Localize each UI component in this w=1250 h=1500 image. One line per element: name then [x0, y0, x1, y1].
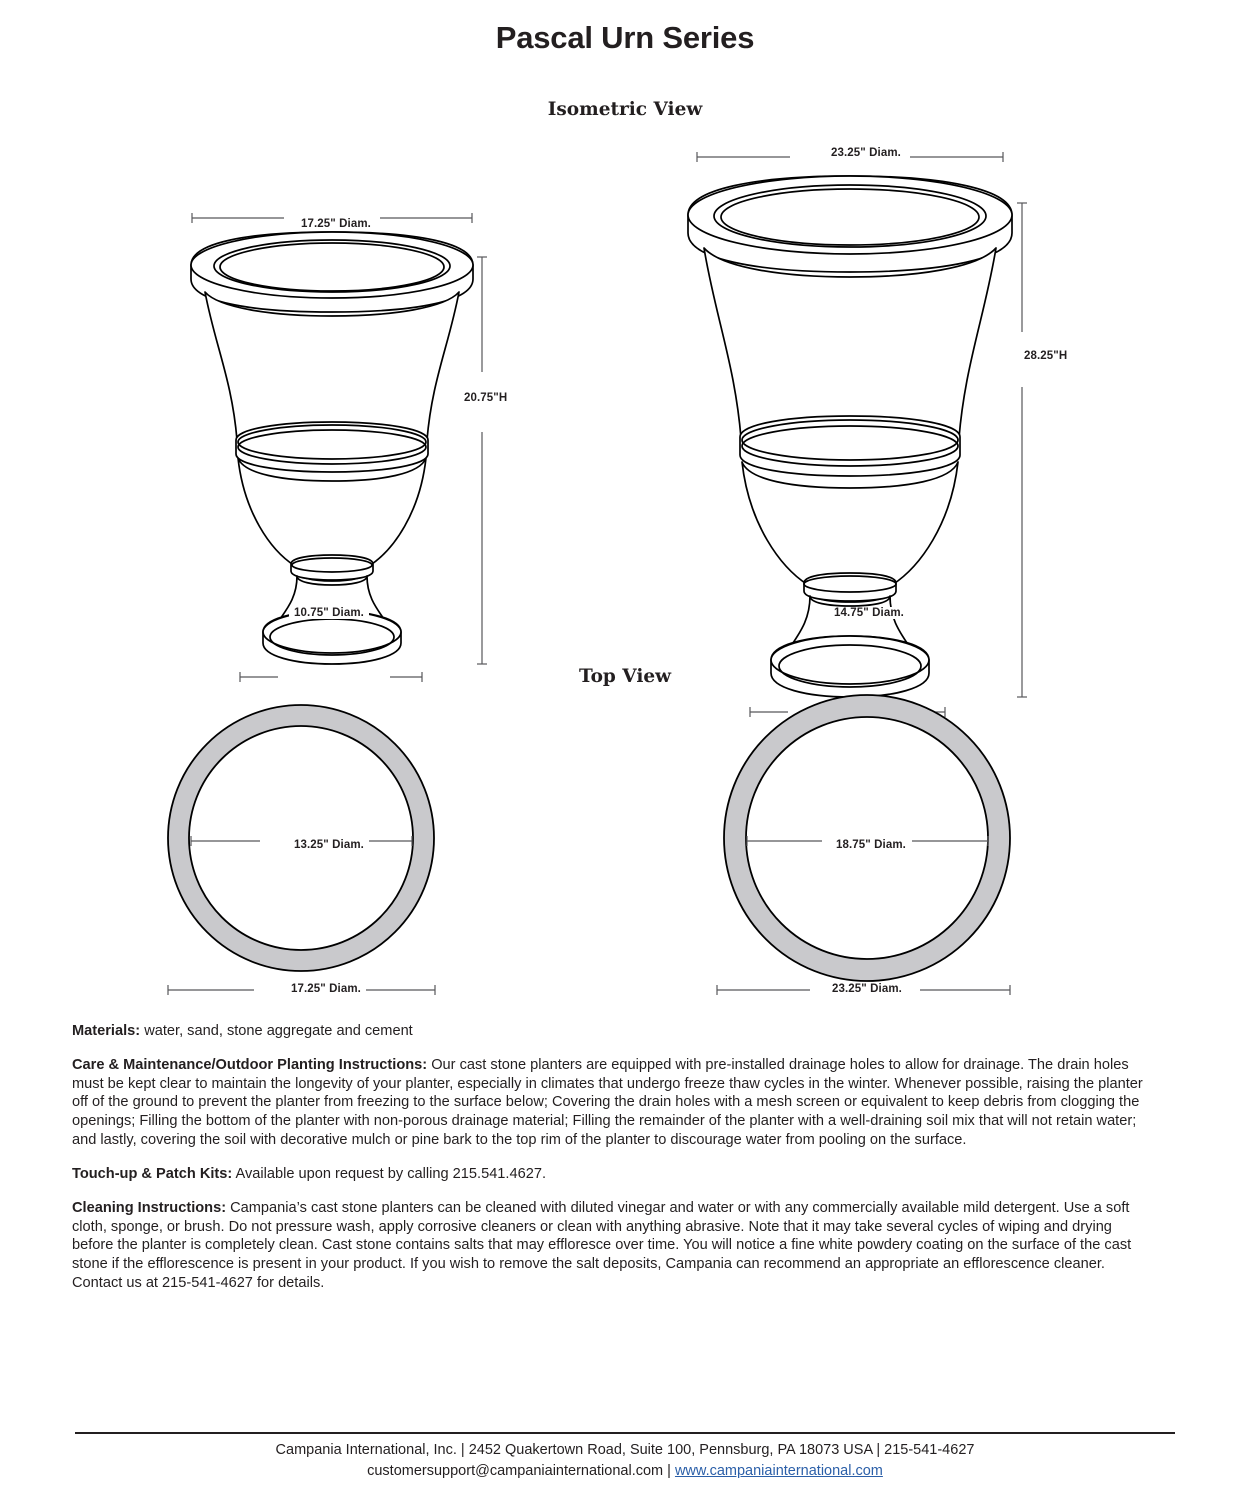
- isometric-drawing-small-urn: [160, 140, 520, 640]
- section-heading-isometric: Isometric View: [547, 99, 703, 120]
- materials-text: water, sand, stone aggregate and cement: [140, 1023, 413, 1039]
- cleaning-paragraph: [72, 1199, 1150, 1293]
- touchup-paragraph: [72, 1165, 1150, 1184]
- page-title: Pascal Urn Series: [495, 20, 755, 55]
- inner-circle-large: [746, 717, 988, 959]
- inner-circle-small: [189, 726, 413, 950]
- care-text: Our cast stone planters are equipped with pre-installed drainage holes to allow for drainage. The drain holes must be kept clear to maintain the longevity of your planter, especially in climates that undergo freeze thaw cycles in the winter. Whenever possible, raising the planter off of the ground to prevent the planter from freezing to the surface below; Covering the drain holes with a mesh screen or equivalent to keep debris from clogging the openings; Filling the bottom of the planter with non-porous drainage material; Filling the remainder of the planter with a well-draining soil mix that will not retain water; and lastly, covering the soil with decorative mulch or pine bark to the top rim of the planter to discourage water from pooling on the surface.: [72, 1056, 1143, 1149]
- touchup-text: Available upon request by calling 215.541.4627.: [232, 1165, 547, 1182]
- footer: [0, 1440, 1250, 1482]
- materials-label: Materials:: [72, 1023, 141, 1039]
- small-urn-top-svg: [160, 695, 490, 1015]
- large-urn-top-svg: [700, 695, 1050, 1015]
- isometric-drawing-large-urn: [660, 135, 1080, 640]
- footer-address-line: Campania International, Inc. | 2452 Quakertown Road, Suite 100, Pennsburg, PA 18073 USA | 215-541-4627: [275, 1442, 975, 1458]
- dimension-line-height-large: [1017, 203, 1027, 697]
- footer-divider: [75, 1432, 1175, 1434]
- care-maintenance-paragraph: [72, 1056, 1150, 1150]
- top-view-large-urn: [700, 695, 1050, 1015]
- dimension-line-height-small: [477, 257, 487, 664]
- dim-small-height: 20.75"H: [459, 392, 512, 404]
- small-urn-svg: [160, 140, 520, 640]
- touchup-label: Touch-up & Patch Kits:: [72, 1165, 233, 1182]
- dim-small-top-diameter: 17.25" Diam.: [296, 218, 376, 230]
- footer-website-link[interactable]: www.campaniainternational.com: [674, 1463, 883, 1480]
- footer-separator: |: [663, 1463, 675, 1480]
- footer-email: customersupport@campaniainternational.com: [367, 1463, 664, 1480]
- specifications-text: [72, 1022, 1150, 1308]
- materials-paragraph: [72, 1022, 1150, 1041]
- dim-small-base-diameter: 10.75" Diam.: [289, 607, 369, 619]
- dim-small-top-inner: 13.25" Diam.: [289, 839, 369, 851]
- dim-large-height: 28.25"H: [1019, 350, 1072, 362]
- footer-contact-line: [0, 1461, 1250, 1482]
- dim-small-top-outer: 17.25" Diam.: [286, 983, 366, 995]
- cleaning-text: Campania’s cast stone planters can be cleaned with diluted vinegar and water or with any commercially available mild detergent. Use a soft cloth, sponge, or brush. Do not pressure wash, apply corrosive cleaners or clean with anything abrasive. Note that it may take several cycles of wiping and drying before the planter is completely clean. Cast stone contains salts that may effloresce over time. You will notice a fine white powdery coating on the surface of the cast stone if the efflorescence is present in your product. If you wish to remove the salt deposits, Campania can recommend an appropriate an efflorescence cleaner. Contact us at 215-541-4627 for details.: [72, 1199, 1132, 1291]
- dim-large-base-diameter: 14.75" Diam.: [829, 607, 909, 619]
- cleaning-label: Cleaning Instructions:: [72, 1199, 227, 1216]
- dim-large-top-inner: 18.75" Diam.: [831, 839, 911, 851]
- large-urn-svg: [660, 135, 1080, 640]
- section-heading-top-view: Top View: [578, 666, 672, 687]
- top-view-small-urn: [160, 695, 490, 1015]
- dim-large-top-diameter: 23.25" Diam.: [826, 147, 906, 159]
- dim-large-top-outer: 23.25" Diam.: [827, 983, 907, 995]
- care-label: Care & Maintenance/Outdoor Planting Instructions:: [72, 1056, 428, 1073]
